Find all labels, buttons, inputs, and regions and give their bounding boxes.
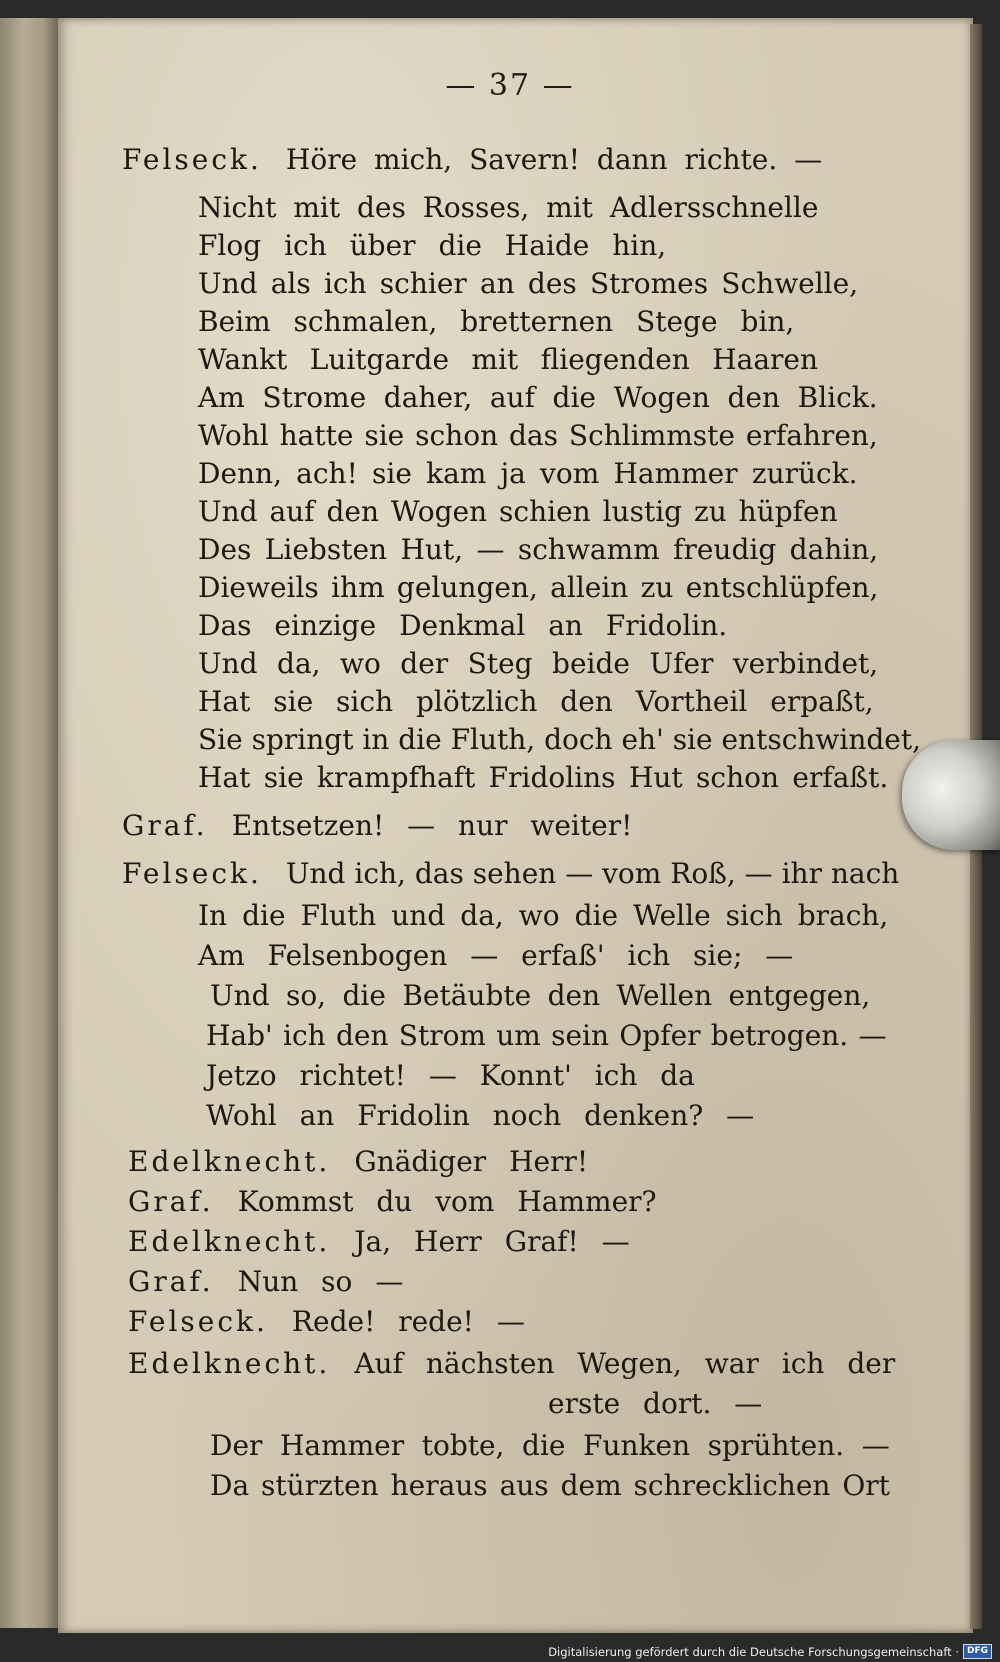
- line-text: Auf nächsten Wegen, war ich der: [354, 1347, 896, 1380]
- line-text: Wohl an Fridolin noch denken? —: [206, 1099, 755, 1132]
- line-text: Das einzige Denkmal an Fridolin.: [198, 609, 728, 642]
- line-text: erste dort. —: [548, 1387, 763, 1420]
- line-text: Kommst du vom Hammer?: [237, 1185, 657, 1218]
- speaker-name: Graf.: [128, 1265, 214, 1298]
- text-line: [128, 1264, 828, 1300]
- digitization-credit: [548, 1643, 992, 1660]
- line-text: Nun so —: [237, 1265, 404, 1298]
- text-line: [198, 938, 838, 974]
- text-line: [198, 760, 888, 796]
- line-text: Am Felsenbogen — erfaß' ich sie; —: [198, 939, 794, 972]
- text-line: [128, 1224, 828, 1260]
- text-line: [198, 266, 858, 302]
- text-line: [122, 142, 822, 178]
- speaker-name: Edelknecht.: [128, 1145, 331, 1178]
- page-clip: [902, 740, 1000, 850]
- text-line: [198, 684, 878, 720]
- line-text: Am Strome daher, auf die Wogen den Blick.: [198, 381, 878, 414]
- text-line: [198, 342, 818, 378]
- text-line: [198, 304, 818, 340]
- text-line: [128, 1304, 828, 1340]
- dfg-logo: DFG: [963, 1644, 992, 1659]
- text-line: [206, 1058, 866, 1094]
- text-line: [128, 1184, 828, 1220]
- line-text: Denn, ach! sie kam ja vom Hammer zurück.: [198, 457, 858, 490]
- text-line: [198, 646, 878, 682]
- text-line: [198, 494, 838, 530]
- line-text: Und so, die Betäubte den Wellen entgegen,: [210, 979, 871, 1012]
- text-line: [198, 532, 878, 568]
- line-text: Hat sie sich plötzlich den Vortheil erpaßt,: [198, 685, 874, 718]
- text-line: [122, 808, 722, 844]
- text-line: [548, 1386, 848, 1422]
- speaker-name: Felseck.: [122, 857, 262, 890]
- line-text: Und da, wo der Steg beide Ufer verbindet,: [198, 647, 879, 680]
- text-line: [198, 456, 858, 492]
- line-text: Entsetzen! — nur weiter!: [231, 809, 633, 842]
- line-text: Wohl hatte sie schon das Schlimmste erfahren,: [198, 419, 878, 452]
- text-line: [198, 722, 922, 758]
- line-text: Und ich, das sehen — vom Roß, — ihr nach: [285, 857, 900, 890]
- text-line: [198, 570, 878, 606]
- text-line: [198, 190, 818, 226]
- line-text: Sie springt in die Fluth, doch eh' sie entschwindet,: [198, 723, 922, 756]
- text-line: [198, 228, 818, 264]
- text-line: [198, 608, 838, 644]
- line-text: Und als ich schier an des Stromes Schwelle,: [198, 267, 859, 300]
- text-line: [128, 1144, 828, 1180]
- text-line: [206, 1018, 886, 1054]
- text-line: [210, 1468, 890, 1504]
- line-text: Und auf den Wogen schien lustig zu hüpfen: [198, 495, 838, 528]
- speaker-name: Felseck.: [122, 143, 262, 176]
- line-text: Gnädiger Herr!: [354, 1145, 589, 1178]
- text-line: [198, 898, 888, 934]
- line-text: Wankt Luitgarde mit fliegenden Haaren: [198, 343, 819, 376]
- line-text: Des Liebsten Hut, — schwamm freudig dahin,: [198, 533, 879, 566]
- line-text: Rede! rede! —: [291, 1305, 525, 1338]
- line-text: Der Hammer tobte, die Funken sprühten. —: [210, 1429, 890, 1462]
- line-text: Beim schmalen, bretternen Stege bin,: [198, 305, 795, 338]
- line-text: Höre mich, Savern! dann richte. —: [285, 143, 823, 176]
- speaker-name: Felseck.: [128, 1305, 268, 1338]
- line-text: Ja, Herr Graf! —: [354, 1225, 630, 1258]
- credit-text: Digitalisierung gefördert durch die Deutsche Forschungsgemeinschaft ·: [548, 1644, 959, 1659]
- line-text: Jetzo richtet! — Konnt' ich da: [206, 1059, 695, 1092]
- text-line: [198, 418, 878, 454]
- text-line: [206, 1098, 866, 1134]
- text-line: [128, 1346, 898, 1382]
- text-line: [210, 978, 870, 1014]
- text-line: [198, 380, 878, 416]
- speaker-name: Edelknecht.: [128, 1347, 331, 1380]
- line-text: Hab' ich den Strom um sein Opfer betrogen. —: [206, 1019, 887, 1052]
- speaker-name: Graf.: [128, 1185, 214, 1218]
- speaker-name: Graf.: [122, 809, 208, 842]
- line-text: In die Fluth und da, wo die Welle sich brach,: [198, 899, 889, 932]
- line-text: Da stürzten heraus aus dem schrecklichen Ort: [210, 1469, 890, 1502]
- line-text: Flog ich über die Haide hin,: [198, 229, 667, 262]
- line-text: Dieweils ihm gelungen, allein zu entschlüpfen,: [198, 571, 879, 604]
- page-number: — 37 —: [445, 68, 575, 103]
- speaker-name: Edelknecht.: [128, 1225, 331, 1258]
- line-text: Nicht mit des Rosses, mit Adlersschnelle: [198, 191, 819, 224]
- facing-page-edge: [0, 18, 58, 1628]
- text-line: [210, 1428, 890, 1464]
- text-line: [122, 856, 900, 892]
- line-text: Hat sie krampfhaft Fridolins Hut schon erfaßt.: [198, 761, 889, 794]
